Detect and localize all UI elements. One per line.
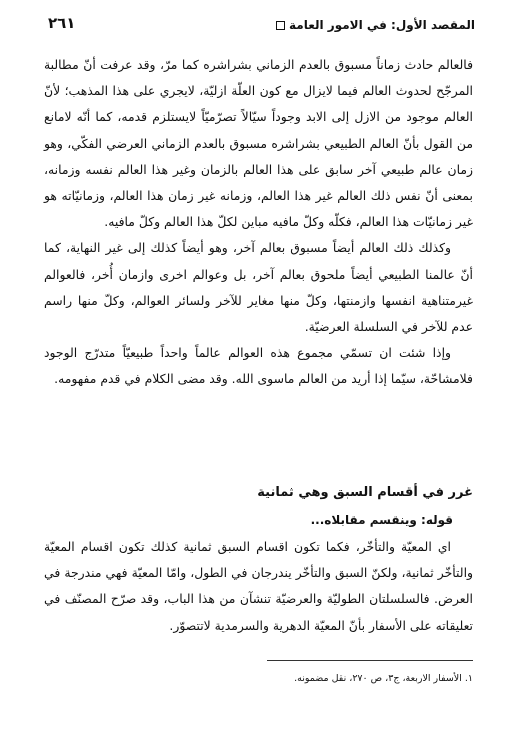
paragraph: وإذا شئت ان تسمّي مجموع هذه العوالم عالماً واحداً طبيعيّاً متدرّج الوجود فلامشاحّة، سيّما إذا أريد من العالم ماسوى الله. وقد مضى الكلام في قدم مفهومه. bbox=[44, 345, 473, 387]
square-separator-icon bbox=[276, 21, 285, 30]
section-text bbox=[44, 534, 473, 639]
paragraph: اي المعيّة والتأخّر، فكما تكون اقسام السبق ثمانية كذلك تكون اقسام المعيّة والتأخّر ثمانية، ولكنّ السبق والتأخّر يندرجان في الطول، وامّا المعيّة فهي مندرجة في العرض. فالسلسلتان الطوليّة والعرضيّة تنشآن من هذا الباب، وقد صرّح المصنّف في تعليقاته على الأسفار بأنّ المعيّة الدهرية والسرمدية لاتتصوّر. bbox=[44, 539, 473, 633]
page-number: ٢٦١ bbox=[48, 14, 76, 32]
main-text bbox=[44, 52, 473, 393]
paragraph: فالعالم حادث زماناً مسبوق بالعدم الزماني بشراشره كما مرّ، وقد عرفت أنّ مطالبة المرجّح لحدوث العالم فيما لايزال مع كون العلّة ازليّة، لايجري على هذا المذهب؛ لأنّ العالم موجود من الازل إلى الابد وجوداً سيّالاً تصرّميّاً لايستلزم قدمه، كما أنّه لامانع من القول بأنّ العالم الطبيعي بشراشره مسبوق بالعدم الزماني العرضي الفكّي، وهو زمان عالم طبيعي آخر سابق على هذا العالم بالزمان وغير هذا العالم نفسه وزمانه، بمعنى أنّ نفس ذلك العالم غير هذا العالم، وزمانه غير زمان هذا العالم، وزمانيّاته هو غير زمانيّات هذا العالم، فكلّه وكلّ مافيه مباين لكلّ هذا العالم وكلّ مافيه. bbox=[44, 57, 473, 230]
header-title-group bbox=[272, 18, 475, 32]
footnote: ١. الأسفار الاربعة، ج٣، ص ٢٧٠، نقل مضمونه. bbox=[294, 673, 473, 684]
footnote-divider bbox=[267, 660, 473, 661]
section-heading: غرر في أقسام السبق وهي ثمانية bbox=[257, 485, 473, 500]
paragraph: وكذلك ذلك العالم أيضاً مسبوق بعالم آخر، وهو أيضاً كذلك إلى غير النهاية، كما أنّ عالمنا الطبيعي أيضاً ملحوق بعالم آخر، بل وعوالم اخرى وازمان أُخر، فالعوالم غيرمتناهية انفسها وازمنتها، وكلّ منها مغاير للآخر ولسائر العوالم، وكلّ منها راسم عدم للآخر في السلسلة العرضيّة. bbox=[44, 240, 473, 335]
chapter-title: المقصد الأول: في الامور العامة bbox=[289, 18, 475, 32]
running-header bbox=[48, 12, 475, 40]
quote-subheading: قوله: وينقسم مقابلاه... bbox=[310, 513, 453, 527]
